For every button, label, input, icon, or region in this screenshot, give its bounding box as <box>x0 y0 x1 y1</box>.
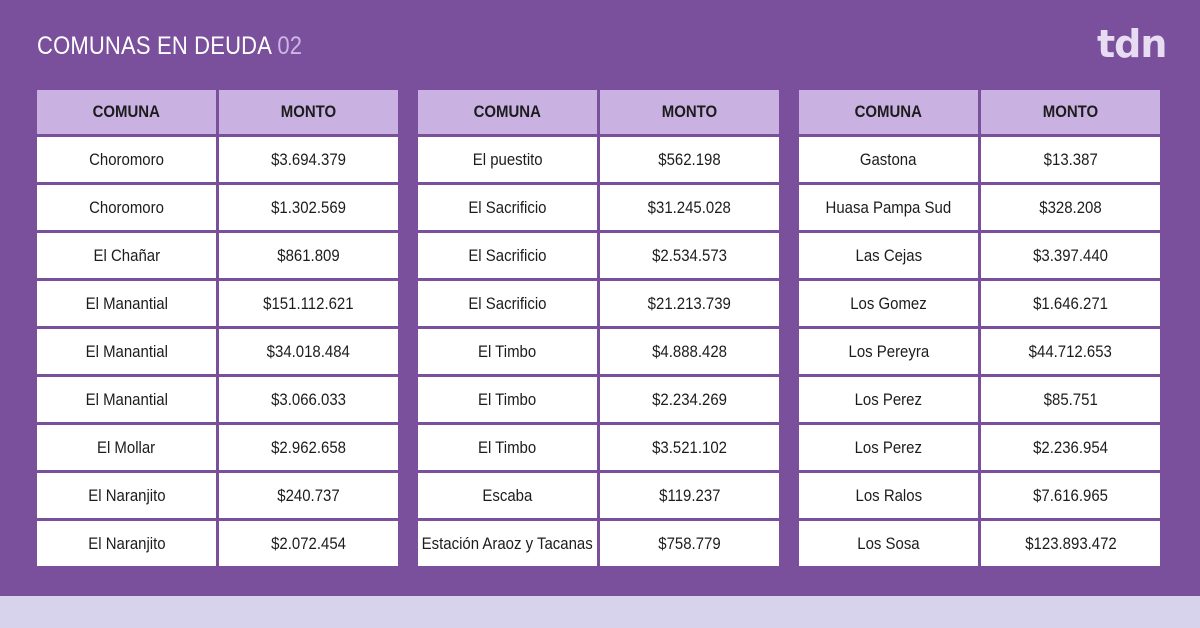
monto-cell-text: $13.387 <box>1043 149 1098 169</box>
debt-table-1 <box>37 90 398 566</box>
header-comuna-text: COMUNA <box>473 102 542 121</box>
monto-cell <box>600 521 779 566</box>
monto-cell-text: $151.112.621 <box>263 293 354 313</box>
comuna-cell <box>418 329 597 374</box>
comuna-cell-text: El Manantial <box>85 389 168 409</box>
monto-cell-text: $3.066.033 <box>271 389 346 409</box>
header-monto <box>219 90 398 134</box>
monto-cell-text: $1.646.271 <box>1033 293 1108 313</box>
monto-cell <box>600 473 779 518</box>
monto-cell <box>981 521 1160 566</box>
comuna-cell <box>418 425 597 470</box>
comuna-cell-text: El Timbo <box>478 389 537 409</box>
comuna-cell <box>418 137 597 182</box>
monto-cell <box>219 329 398 374</box>
page-title <box>37 32 302 61</box>
monto-cell-text: $21.213.739 <box>647 293 732 313</box>
monto-cell-text: $3.694.379 <box>271 149 346 169</box>
monto-cell-text: $1.302.569 <box>271 197 346 217</box>
comuna-cell-text: El Naranjito <box>87 533 166 553</box>
monto-cell-text: $31.245.028 <box>647 197 732 217</box>
monto-cell-text: $562.198 <box>658 149 721 169</box>
monto-cell <box>600 425 779 470</box>
monto-cell <box>219 233 398 278</box>
header-monto-text: MONTO <box>280 102 337 121</box>
monto-cell-text: $7.616.965 <box>1033 485 1108 505</box>
monto-cell <box>600 281 779 326</box>
debt-table-2 <box>418 90 779 566</box>
comuna-cell-text: Los Sosa <box>857 533 920 553</box>
monto-cell <box>219 521 398 566</box>
comuna-cell-text: El Naranjito <box>87 485 166 505</box>
comuna-cell-text: El puestito <box>472 149 543 169</box>
comuna-cell <box>418 377 597 422</box>
monto-cell-text: $44.712.653 <box>1028 341 1113 361</box>
comuna-cell-text: El Sacrificio <box>468 293 547 313</box>
monto-cell <box>219 377 398 422</box>
monto-cell-text: $119.237 <box>658 485 721 505</box>
comuna-cell-text: El Timbo <box>478 437 537 457</box>
comuna-cell-text: Las Cejas <box>855 245 922 265</box>
comuna-cell-text: El Sacrificio <box>468 197 547 217</box>
comuna-cell <box>37 425 216 470</box>
comuna-cell <box>37 521 216 566</box>
comuna-cell <box>37 185 216 230</box>
monto-cell <box>600 233 779 278</box>
footer-band <box>0 596 1200 628</box>
comuna-cell-text: Los Ralos <box>855 485 922 505</box>
comuna-cell-text: Los Gomez <box>850 293 927 313</box>
header-monto <box>600 90 779 134</box>
monto-cell-text: $3.397.440 <box>1033 245 1108 265</box>
comuna-cell-text: Los Perez <box>854 389 923 409</box>
comuna-cell-text: El Manantial <box>85 293 168 313</box>
monto-cell-text: $2.234.269 <box>652 389 727 409</box>
monto-cell <box>981 137 1160 182</box>
monto-cell <box>600 137 779 182</box>
monto-cell-text: $4.888.428 <box>652 341 727 361</box>
monto-cell-text: $34.018.484 <box>266 341 351 361</box>
monto-cell <box>981 425 1160 470</box>
monto-cell-text: $2.962.658 <box>271 437 346 457</box>
title-text: COMUNAS EN DEUDA <box>37 32 273 60</box>
comuna-cell <box>37 281 216 326</box>
monto-cell <box>219 425 398 470</box>
comuna-cell-text: El Timbo <box>478 341 537 361</box>
comuna-cell-text: Los Perez <box>854 437 923 457</box>
monto-cell-text: $328.208 <box>1039 197 1102 217</box>
monto-cell <box>600 185 779 230</box>
monto-cell <box>981 377 1160 422</box>
monto-cell-text: $3.521.102 <box>652 437 727 457</box>
comuna-cell <box>799 281 978 326</box>
comuna-cell-text: Estación Araoz y Tacanas <box>421 533 594 553</box>
comuna-cell-text: Escaba <box>482 485 533 505</box>
monto-cell <box>600 329 779 374</box>
tdn-logo: tdn <box>1097 22 1167 66</box>
comuna-cell <box>418 473 597 518</box>
monto-cell-text: $123.893.472 <box>1024 533 1117 553</box>
title-number: 02 <box>277 32 303 60</box>
monto-cell <box>219 185 398 230</box>
monto-cell-text: $758.779 <box>658 533 721 553</box>
monto-cell-text: $2.534.573 <box>652 245 727 265</box>
comuna-cell-text: Choromoro <box>89 197 164 217</box>
monto-cell <box>981 281 1160 326</box>
debt-table-3 <box>799 90 1160 566</box>
comuna-cell <box>37 137 216 182</box>
monto-cell-text: $85.751 <box>1043 389 1098 409</box>
comuna-cell <box>418 281 597 326</box>
comuna-cell <box>418 185 597 230</box>
comuna-cell <box>37 329 216 374</box>
monto-cell-text: $2.072.454 <box>271 533 346 553</box>
comuna-cell <box>799 185 978 230</box>
comuna-cell-text: Gastona <box>860 149 917 169</box>
monto-cell <box>981 329 1160 374</box>
comuna-cell <box>37 473 216 518</box>
comuna-cell-text: Choromoro <box>89 149 164 169</box>
comuna-cell <box>799 425 978 470</box>
comuna-cell-text: El Mollar <box>97 437 156 457</box>
comuna-cell-text: El Chañar <box>93 245 160 265</box>
comuna-cell <box>418 521 597 566</box>
monto-cell-text: $861.809 <box>277 245 340 265</box>
monto-cell <box>981 185 1160 230</box>
header-comuna <box>799 90 978 134</box>
monto-cell <box>981 233 1160 278</box>
header-comuna <box>37 90 216 134</box>
header-monto <box>981 90 1160 134</box>
comuna-cell <box>799 473 978 518</box>
comuna-cell <box>418 233 597 278</box>
comuna-cell-text: Los Pereyra <box>848 341 929 361</box>
comuna-cell-text: El Manantial <box>85 341 168 361</box>
comuna-cell <box>37 377 216 422</box>
monto-cell <box>600 377 779 422</box>
header-comuna-text: COMUNA <box>92 102 161 121</box>
comuna-cell-text: Huasa Pampa Sud <box>825 197 952 217</box>
comuna-cell <box>37 233 216 278</box>
monto-cell <box>219 281 398 326</box>
monto-cell-text: $240.737 <box>277 485 340 505</box>
monto-cell <box>219 473 398 518</box>
header-monto-text: MONTO <box>661 102 718 121</box>
monto-cell <box>219 137 398 182</box>
comuna-cell <box>799 521 978 566</box>
monto-cell-text: $2.236.954 <box>1033 437 1108 457</box>
comuna-cell <box>799 377 978 422</box>
header-comuna-text: COMUNA <box>854 102 923 121</box>
comuna-cell <box>799 233 978 278</box>
header-monto-text: MONTO <box>1042 102 1099 121</box>
comuna-cell <box>799 137 978 182</box>
header-comuna <box>418 90 597 134</box>
comuna-cell-text: El Sacrificio <box>468 245 547 265</box>
monto-cell <box>981 473 1160 518</box>
comuna-cell <box>799 329 978 374</box>
